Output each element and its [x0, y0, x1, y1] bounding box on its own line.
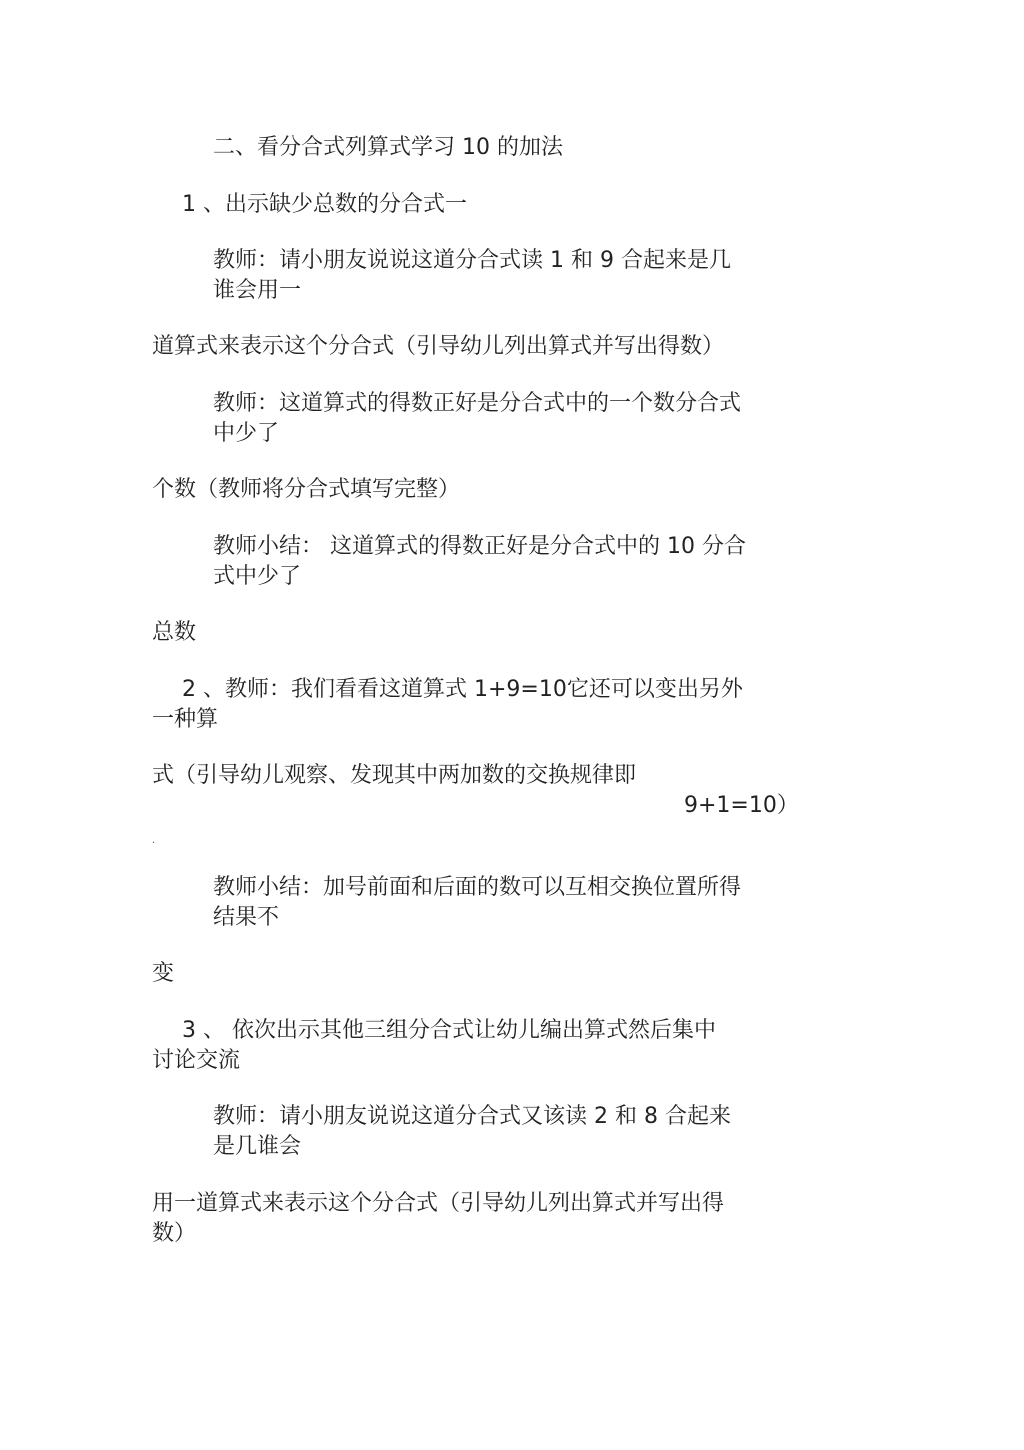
- summary-line-2b: 结果不: [213, 905, 280, 930]
- teacher-line-3c: 用一道算式来表示这个分合式（引导幼儿列出算式并写出得: [152, 1191, 725, 1216]
- teacher-line-3b: 是几谁会: [213, 1134, 302, 1159]
- summary-line-2a: 教师小结：加号前面和后面的数可以互相交换位置所得: [213, 875, 742, 900]
- stray-dot: .: [152, 835, 156, 846]
- teacher-line-1c: 道算式来表示这个分合式（引导幼儿列出算式并写出得数）: [152, 334, 725, 359]
- step-3-line-b: 讨论交流: [152, 1048, 241, 1073]
- teacher-line-3d: 数）: [152, 1221, 197, 1246]
- summary-line-1c: 总数: [152, 620, 197, 645]
- teacher-line-2b: 中少了: [213, 421, 280, 446]
- step-2-line-b: 一种算: [152, 707, 219, 732]
- step-1-title: 1 、出示缺少总数的分合式一: [182, 192, 467, 217]
- teacher-line-2a: 教师：这道算式的得数正好是分合式中的一个数分合式: [213, 391, 742, 416]
- section-heading: 二、看分合式列算式学习 10 的加法: [213, 135, 563, 160]
- summary-line-2c: 变: [152, 961, 175, 986]
- summary-line-1a: 教师小结： 这道算式的得数正好是分合式中的 10 分合: [213, 534, 746, 559]
- step-3-line-a: 3 、 依次出示其他三组分合式让幼儿编出算式然后集中: [182, 1018, 716, 1043]
- step-2-line-c: 式（引导幼儿观察、发现其中两加数的交换规律即: [152, 763, 637, 788]
- summary-line-1b: 式中少了: [213, 564, 302, 589]
- step-2-line-a: 2 、教师：我们看看这道算式 1+9=10它还可以变出另外: [182, 677, 743, 702]
- teacher-line-1a: 教师：请小朋友说说这道分合式读 1 和 9 合起来是几: [213, 248, 731, 273]
- teacher-line-3a: 教师：请小朋友说说这道分合式又该读 2 和 8 合起来: [213, 1104, 731, 1129]
- teacher-line-2c: 个数（教师将分合式填写完整）: [152, 477, 461, 502]
- teacher-line-1b: 谁会用一: [213, 278, 302, 303]
- step-2-line-d: 9+1=10）: [684, 793, 799, 818]
